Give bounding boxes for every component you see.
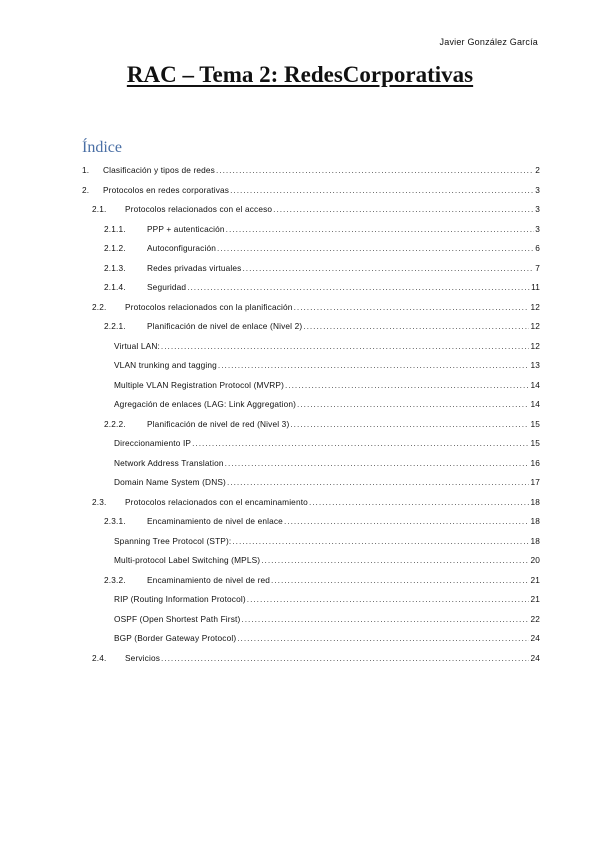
toc-entry-label[interactable]: Planificación de nivel de red (Nivel 3) bbox=[147, 418, 290, 429]
toc-entry-label[interactable]: Protocolos relacionados con el acceso bbox=[125, 204, 273, 214]
toc-entry-label[interactable]: VLAN trunking and tagging bbox=[114, 360, 217, 370]
toc-entry-number: 2.3. bbox=[92, 496, 107, 507]
toc-entry-number: 2.1. bbox=[92, 204, 107, 214]
toc-entry[interactable] bbox=[92, 302, 540, 316]
toc-entry-page: 18 bbox=[530, 516, 540, 526]
toc-entry-page: 24 bbox=[530, 633, 540, 643]
toc-entry-label[interactable]: Encaminamiento de nivel de red bbox=[147, 574, 271, 585]
toc-entry[interactable] bbox=[104, 516, 540, 530]
toc-entry-label[interactable]: Protocolos en redes corporativas bbox=[103, 184, 230, 195]
dot-leader bbox=[218, 360, 530, 370]
toc-entry[interactable] bbox=[114, 399, 540, 413]
dot-leader bbox=[241, 614, 529, 624]
dot-leader bbox=[230, 185, 534, 195]
toc-entry[interactable] bbox=[104, 321, 540, 335]
toc-entry-label[interactable]: Network Address Translation bbox=[114, 457, 224, 468]
toc-entry-page: 12 bbox=[530, 340, 540, 351]
document-title-text: RAC – Tema 2: RedesCorporativas bbox=[126, 62, 474, 87]
toc-entry[interactable] bbox=[114, 477, 540, 491]
toc-entry-page: 7 bbox=[535, 262, 540, 273]
toc-entry-label[interactable]: Spanning Tree Protocol (STP): bbox=[114, 535, 232, 546]
toc-entry-page: 14 bbox=[530, 379, 540, 390]
dot-leader bbox=[271, 575, 529, 585]
toc-entry[interactable] bbox=[114, 633, 540, 647]
toc-entry[interactable] bbox=[92, 204, 540, 218]
toc-heading: Índice bbox=[82, 139, 122, 156]
toc-entry-label[interactable]: Domain Name System (DNS) bbox=[114, 477, 226, 487]
toc-entry-page: 21 bbox=[530, 574, 540, 585]
toc-entry-page: 3 bbox=[535, 223, 540, 234]
dot-leader bbox=[225, 458, 530, 468]
toc-entry[interactable] bbox=[104, 263, 540, 277]
toc-entry-page: 17 bbox=[530, 477, 540, 487]
toc-entry-page: 3 bbox=[535, 184, 540, 195]
toc-entry-label[interactable]: Clasificación y tipos de redes bbox=[103, 165, 215, 175]
toc-entry-page: 2 bbox=[535, 165, 540, 175]
dot-leader bbox=[273, 204, 534, 214]
toc-entry[interactable] bbox=[82, 185, 540, 199]
toc-entry[interactable] bbox=[114, 360, 540, 374]
toc-entry-label[interactable]: BGP (Border Gateway Protocol) bbox=[114, 633, 237, 643]
toc-entry-label[interactable]: Protocolos relacionados con la planificación bbox=[125, 301, 293, 312]
document-title bbox=[0, 62, 600, 88]
toc-entry-number: 2.2. bbox=[92, 301, 107, 312]
toc-entry-page: 15 bbox=[530, 438, 540, 448]
toc-entry-number: 2.4. bbox=[92, 652, 107, 663]
toc-entry-label[interactable]: Agregación de enlaces (LAG: Link Aggregation) bbox=[114, 399, 297, 409]
dot-leader bbox=[187, 282, 530, 292]
toc-entry-page: 18 bbox=[530, 535, 540, 546]
dot-leader bbox=[303, 321, 529, 331]
toc-entry-number: 1. bbox=[82, 165, 90, 175]
toc-entry[interactable] bbox=[92, 497, 540, 511]
toc-entry-page: 12 bbox=[530, 321, 540, 331]
toc-entry-label[interactable]: Encaminamiento de nivel de enlace bbox=[147, 516, 283, 526]
toc-entry-label[interactable]: Protocolos relacionados con el encaminamiento bbox=[125, 496, 308, 507]
dot-leader bbox=[161, 653, 529, 663]
dot-leader bbox=[232, 536, 529, 546]
toc-entry-label[interactable]: Multi-protocol Label Switching (MPLS) bbox=[114, 555, 261, 565]
toc-entry[interactable] bbox=[114, 555, 540, 569]
toc-entry-page: 6 bbox=[535, 243, 540, 253]
toc-entry-number: 2.1.2. bbox=[104, 243, 126, 253]
toc-entry[interactable] bbox=[82, 165, 540, 179]
toc-entry-page: 13 bbox=[530, 360, 540, 370]
dot-leader bbox=[227, 477, 530, 487]
toc-entry-number: 2.2.2. bbox=[104, 418, 126, 429]
dot-leader bbox=[290, 419, 529, 429]
toc-entry-label[interactable]: Servicios bbox=[125, 652, 161, 663]
toc-entry-label[interactable]: OSPF (Open Shortest Path First) bbox=[114, 613, 241, 624]
dot-leader bbox=[297, 399, 529, 409]
toc-entry-page: 16 bbox=[530, 457, 540, 468]
toc-entry-page: 14 bbox=[530, 399, 540, 409]
toc-entry[interactable] bbox=[114, 341, 540, 355]
dot-leader bbox=[161, 341, 530, 351]
toc-entry-number: 2.1.3. bbox=[104, 262, 126, 273]
dot-leader bbox=[226, 224, 535, 234]
toc-entry[interactable] bbox=[104, 419, 540, 433]
toc-entry-label[interactable]: PPP + autenticación bbox=[147, 223, 225, 234]
dot-leader bbox=[285, 380, 529, 390]
toc-entry-number: 2.1.4. bbox=[104, 282, 126, 292]
toc-entry[interactable] bbox=[114, 614, 540, 628]
toc-entry-page: 21 bbox=[530, 594, 540, 604]
toc-entry[interactable] bbox=[114, 536, 540, 550]
toc-entry-label[interactable]: Seguridad bbox=[147, 282, 187, 292]
dot-leader bbox=[247, 594, 530, 604]
dot-leader bbox=[261, 555, 529, 565]
dot-leader bbox=[242, 263, 534, 273]
toc-entry-page: 11 bbox=[531, 282, 540, 292]
dot-leader bbox=[284, 516, 530, 526]
toc-entry-page: 20 bbox=[530, 555, 540, 565]
header-author: Javier González García bbox=[439, 37, 538, 47]
toc-entry-label[interactable]: Virtual LAN: bbox=[114, 340, 160, 351]
toc-entry[interactable] bbox=[114, 594, 540, 608]
toc-entry[interactable] bbox=[104, 224, 540, 238]
toc-entry-number: 2. bbox=[82, 184, 90, 195]
dot-leader bbox=[192, 438, 529, 448]
toc-entry-label[interactable]: RIP (Routing Information Protocol) bbox=[114, 594, 246, 604]
toc-entry-label[interactable]: Autoconfiguración bbox=[147, 243, 216, 253]
toc-entry-page: 12 bbox=[530, 301, 540, 312]
toc-entry[interactable] bbox=[92, 653, 540, 667]
toc-entry[interactable] bbox=[114, 438, 540, 452]
toc-entry[interactable] bbox=[104, 282, 540, 296]
dot-leader bbox=[309, 497, 530, 507]
toc-entry-page: 24 bbox=[530, 652, 540, 663]
toc-entry-page: 22 bbox=[530, 613, 540, 624]
toc-entry[interactable] bbox=[114, 380, 540, 394]
toc-entry-page: 18 bbox=[530, 496, 540, 507]
toc-entry-label[interactable]: Direccionamiento IP bbox=[114, 438, 192, 448]
toc-entry-label[interactable]: Planificación de nivel de enlace (Nivel 2) bbox=[147, 321, 303, 331]
toc-entry-number: 2.3.1. bbox=[104, 516, 126, 526]
toc-entry-number: 2.2.1. bbox=[104, 321, 126, 331]
toc-entry-number: 2.3.2. bbox=[104, 574, 126, 585]
toc-entry-number: 2.1.1. bbox=[104, 223, 126, 234]
dot-leader bbox=[216, 165, 534, 175]
dot-leader bbox=[294, 302, 530, 312]
toc-entry[interactable] bbox=[104, 243, 540, 257]
toc-entry[interactable] bbox=[104, 575, 540, 589]
toc-entry-page: 15 bbox=[530, 418, 540, 429]
toc-entry-label[interactable]: Redes privadas virtuales bbox=[147, 262, 242, 273]
dot-leader bbox=[237, 633, 529, 643]
dot-leader bbox=[217, 243, 534, 253]
toc-entry-page: 3 bbox=[535, 204, 540, 214]
toc-entry-label[interactable]: Multiple VLAN Registration Protocol (MVRP) bbox=[114, 379, 284, 390]
toc-entry[interactable] bbox=[114, 458, 540, 472]
